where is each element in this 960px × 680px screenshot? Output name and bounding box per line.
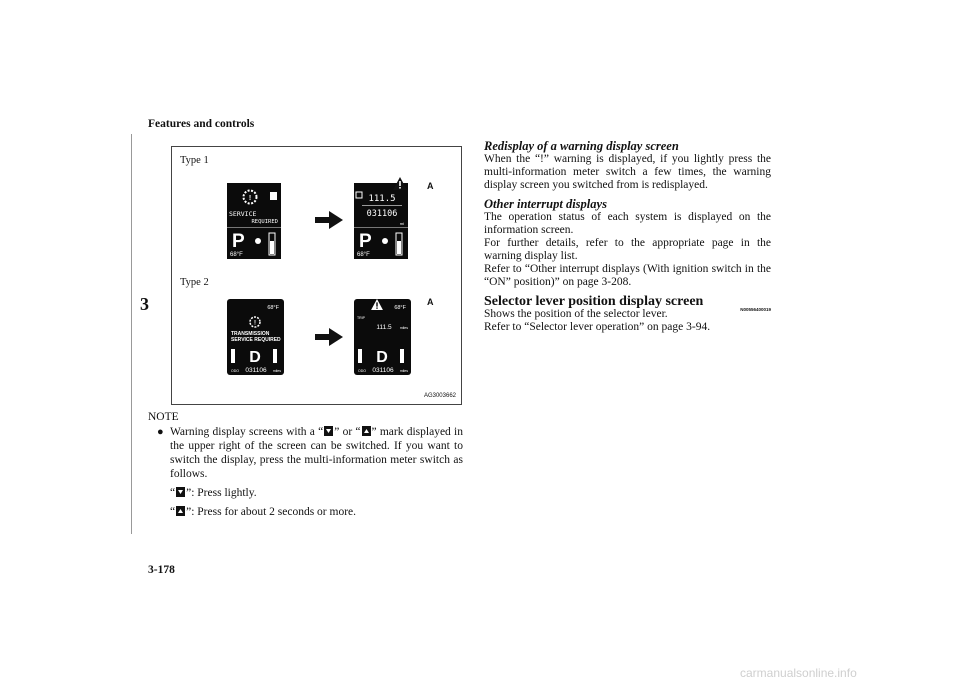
odo-readout: 031106 [366,209,398,219]
callout-a: A [427,297,434,307]
section-heading: Redisplay of a warning display screen [484,139,679,153]
warning-line2: SERVICE REQUIRED [231,337,281,343]
note-text: Warning display screens with a “ [170,426,324,438]
switch-mark-long-icon [362,426,371,436]
odo-readout: 031106 [372,367,394,374]
svg-text:!: ! [248,195,252,202]
odo-readout: 031106 [245,367,267,374]
note-instruction-short: “ ”: Press lightly. [170,487,257,499]
type1-odometer-screen [354,183,408,259]
section-body: Refer to “Selector lever operation” on page 3-94. [484,321,711,333]
switch-mark-long-icon [176,506,185,516]
note-heading: NOTE [148,411,179,423]
chapter-rule [131,134,132,534]
gear-d: D [249,349,261,366]
chapter-number: 3 [140,294,149,314]
switch-mark-short-icon [176,487,185,497]
warning-icon [371,299,383,310]
odo-unit: miles [272,369,281,373]
temp-readout: 68°F [267,305,279,311]
type2-transmission-screen [227,299,284,375]
page-number: 3-178 [148,564,175,576]
section-heading: Other interrupt displays [484,197,607,211]
section-body: Refer to “Other interrupt displays (With ignition switch in the “ON” position)” on page 3-208. [484,263,771,288]
type1-label: Type 1 [180,155,209,166]
warning-icon [393,177,407,190]
bullet-icon: ● [157,426,164,438]
gear-p: P [232,231,245,252]
gear-d: D [376,349,388,366]
trip-readout: 111.5 [376,324,392,331]
section-heading: Selector lever position display screen N00556400019 [484,295,771,308]
odo-unit: miles [399,369,408,373]
svg-text:!: ! [254,320,256,327]
watermark: carmanualsonline.info [740,666,857,680]
note-instruction-long: “ ”: Press for about 2 seconds or more. [170,506,357,518]
section-body: The operation status of each system is displayed on the information screen. [484,211,771,236]
warning-line1: TRANSMISSION [231,331,270,337]
callout-a: A [427,181,434,191]
note-bullet [148,425,463,481]
switch-mark-icon [270,192,277,200]
section-code: N00556400019 [740,307,771,312]
section-body: Shows the position of the selector lever. [484,308,668,320]
switch-mark-short-icon [324,426,333,436]
note-block [148,410,463,519]
temp-readout: 68°F [357,252,370,258]
type1-service-screen [227,183,281,259]
type2-label: Type 2 [180,277,209,288]
section-body: For further details, refer to the appropriate page in the warning display list. [484,237,771,262]
arrow-icon [315,211,343,229]
gear-p: P [359,231,372,252]
figure-id: AG3003662 [423,393,456,399]
odo-label: ODO [231,369,239,373]
temp-readout: 68°F [394,305,406,311]
right-column [484,140,771,334]
temp-readout: 68°F [230,252,243,258]
trip-unit: miles [399,326,408,330]
trip-readout: 111.5 [368,194,396,204]
odo-unit: mi [399,221,404,226]
service-line1: SERVICE [229,210,257,218]
display-figure [171,146,462,405]
note-text: ” or “ [334,426,361,438]
arrow-icon [315,328,343,346]
section-header: Features and controls [148,118,255,130]
odo-label: ODO [358,369,366,373]
type2-odometer-screen [354,299,411,375]
service-line2: REQUIRED [251,219,278,225]
note-text: ” mark displayed in the upper right of the screen can be switched. If you want to switch the display, press the multi-information meter switch as follows. [170,426,463,480]
section-body: When the “!” warning is displayed, if you lightly press the multi-information meter switch a few times, the warning display screen you switched from is redisplayed. [484,153,771,191]
trip-label: TRIP [357,316,365,320]
